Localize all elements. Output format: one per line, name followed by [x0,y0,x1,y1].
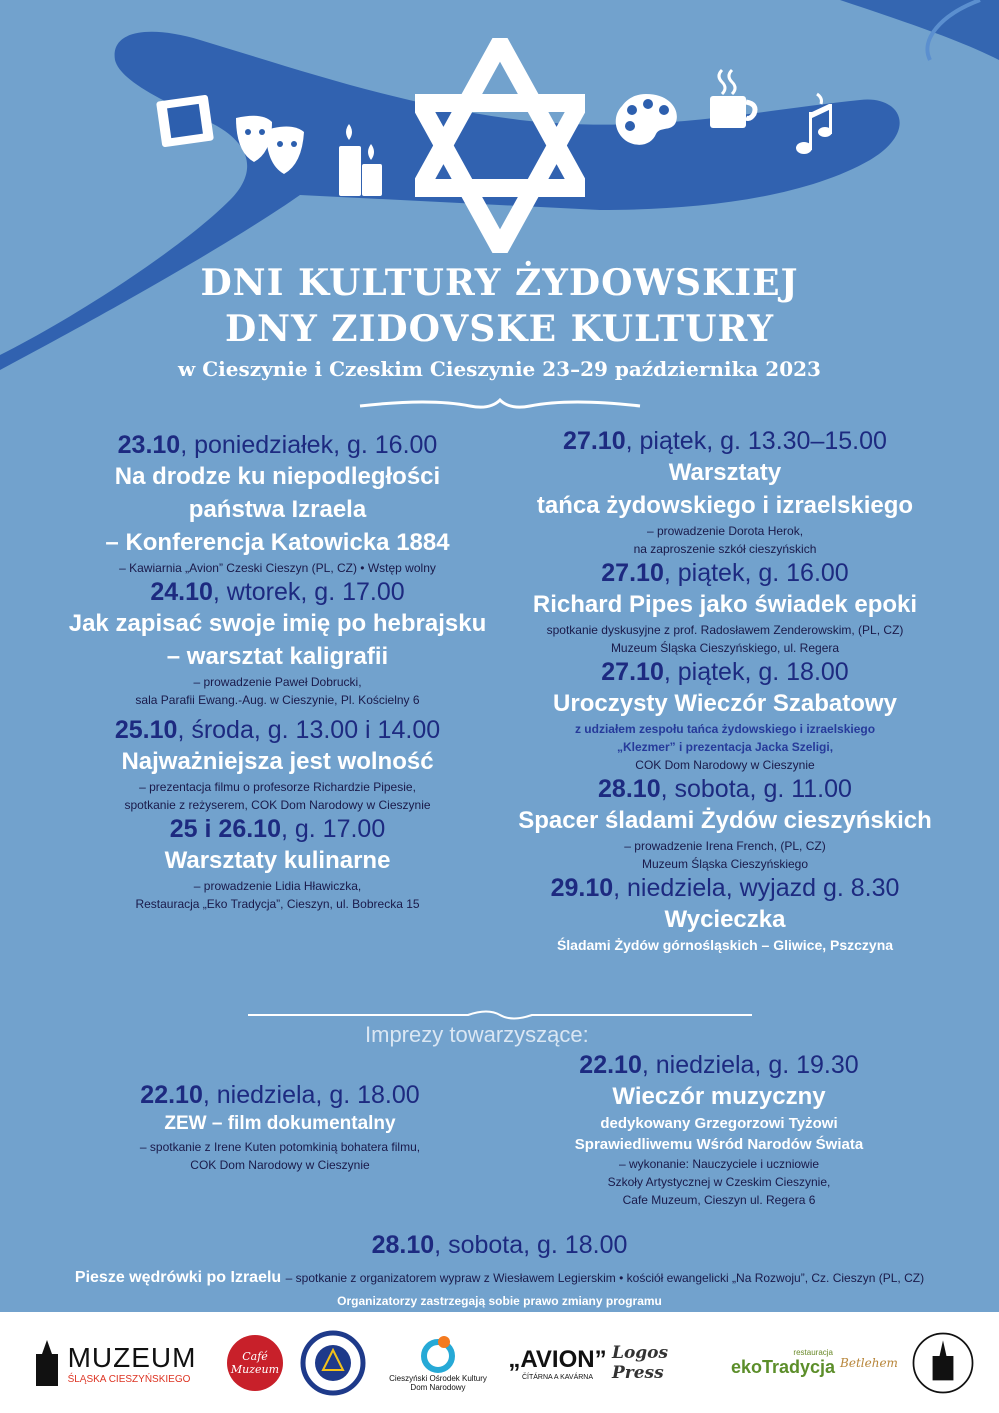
theatre-masks-icon [232,112,308,178]
candles-icon [335,122,383,197]
eko-tradycja-logo: restauracja ekoTradycja [730,1348,836,1377]
last-event-date: 28.10, sobota, g. 18.00 [371,1231,628,1259]
program-notice: Organizatorzy zastrzegają sobie prawo zmiany programu [337,1294,662,1308]
sponsor-logos [0,1312,999,1413]
left-column: 23.10, poniedziałek, g. 16.00 Na drodze ku niepodległości państwa Izraela – Konferencja Katowicka 1884 – Kawiarnia „Avion” Czeski Cieszyn (PL, CZ) • Wstęp wolny 24.10, wtorek, g. 17.00 Jak zapisać swoje imię po hebrajsku – warsztat kaligrafii – prowadzenie Paweł Dobrucki, sala Parafii Ewang.-Aug. w Cieszynie, Pl. Kościelny 6 25.10, środa, g. 13.00 i 14.00 Najważniejsza jest wolność – prezentacja filmu o profesorze Richardzie Pipesie, spotkanie z reżyserem, COK Dom Narodowy w Cieszynie 25 i 26.10, g. 17.00 Warsztaty kulinarne – prowadzenie Lidia Hławiczka, Restauracja „Eko Tradycja”, Cieszyn, ul. Bobrecka 15 [45,430,510,913]
logos-press-logo: Logos Press [612,1343,669,1383]
coffee-cup-icon [708,68,758,130]
accompanying-label: Imprezy towarzyszące: [365,1022,589,1047]
star-of-david-icon [415,38,585,253]
film-strip-icon [155,92,215,150]
church-seal-icon [905,1330,981,1396]
subtitle: w Cieszynie i Czeskim Cieszynie 23–29 października 2023 [178,357,821,381]
palette-icon [610,90,682,150]
last-event: Piesze wędrówki po Izraelu – spotkanie z organizatorem wypraw z Wiesławem Legierskim • kościół ewangelicki „Na Rozwoju”, Cz. Cieszyn (PL, CZ) [74,1269,925,1286]
title-pl: DNI KULTURY ŻYDOWSKIEJ [200,262,799,304]
muzeum-logo: MUZEUM ŚLĄSKA CIESZYŃSKIEGO [14,1330,214,1396]
avion-logo: „AVION” ČÍTÁRNA A KAVÁRNA [508,1345,607,1381]
ornament-divider [0,394,999,416]
right-column: 27.10, piątek, g. 13.30–15.00 Warsztaty tańca żydowskiego i izraelskiego – prowadzenie Dorota Herok, na zaproszenie szkół cieszyńskich 27.10, piątek, g. 16.00 Richard Pipes jako świadek epoki spotkanie dyskusyjne z prof. Radosławem Zenderowskim, (PL, CZ) Muzeum Śląska Cieszyńskiego, ul. Regera 27.10, piątek, g. 18.00 Uroczysty Wieczór Szabatowy z udziałem zespołu tańca żydowskiego i izraelskiego „Klezmer” i prezentacja Jacka Szeligi, COK Dom Narodowy w Cieszynie 28.10, sobota, g. 11.00 Spacer śladami Żydów cieszyńskich – prowadzenie Irena French, (PL, CZ) Muzeum Śląska Cieszyńskiego 29.10, niedziela, wyjazd g. 8.30 Wycieczka Śladami Żydów górnośląskich – Gliwice, Pszczyna [518,427,932,953]
accompanying-right: 22.10, niedziela, g. 19.30 Wieczór muzyczny dedykowany Grzegorzowi Tyżowi Sprawiedliwemu Wśród Narodów Świata – wykonanie: Nauczyciele i uczniowie Szkoły Artystycznej w Czeskim Cieszynie, Cafe Muzeum, Cieszyn ul. Regera 6 [574,1051,864,1207]
cafe-muzeum-logo: Café Muzeum [225,1330,285,1396]
event-title: Na drodze ku niepodległości państwa Izraela – Konferencja Katowicka 1884 [105,463,450,556]
accompanying-left: 22.10, niedziela, g. 18.00 ZEW – film dokumentalny – spotkanie z Irene Kuten potomkinią bohatera filmu, COK Dom Narodowy w Cieszynie [139,1081,421,1172]
cok-logo: Cieszyński Ośrodek Kultury Dom Narodowy [378,1330,498,1396]
music-notes-icon [795,92,835,157]
title-cz: DNY ZIDOVSKE KULTURY [224,308,775,350]
betlehem-logo: Betlehem [840,1356,898,1370]
association-seal-icon [298,1330,368,1396]
